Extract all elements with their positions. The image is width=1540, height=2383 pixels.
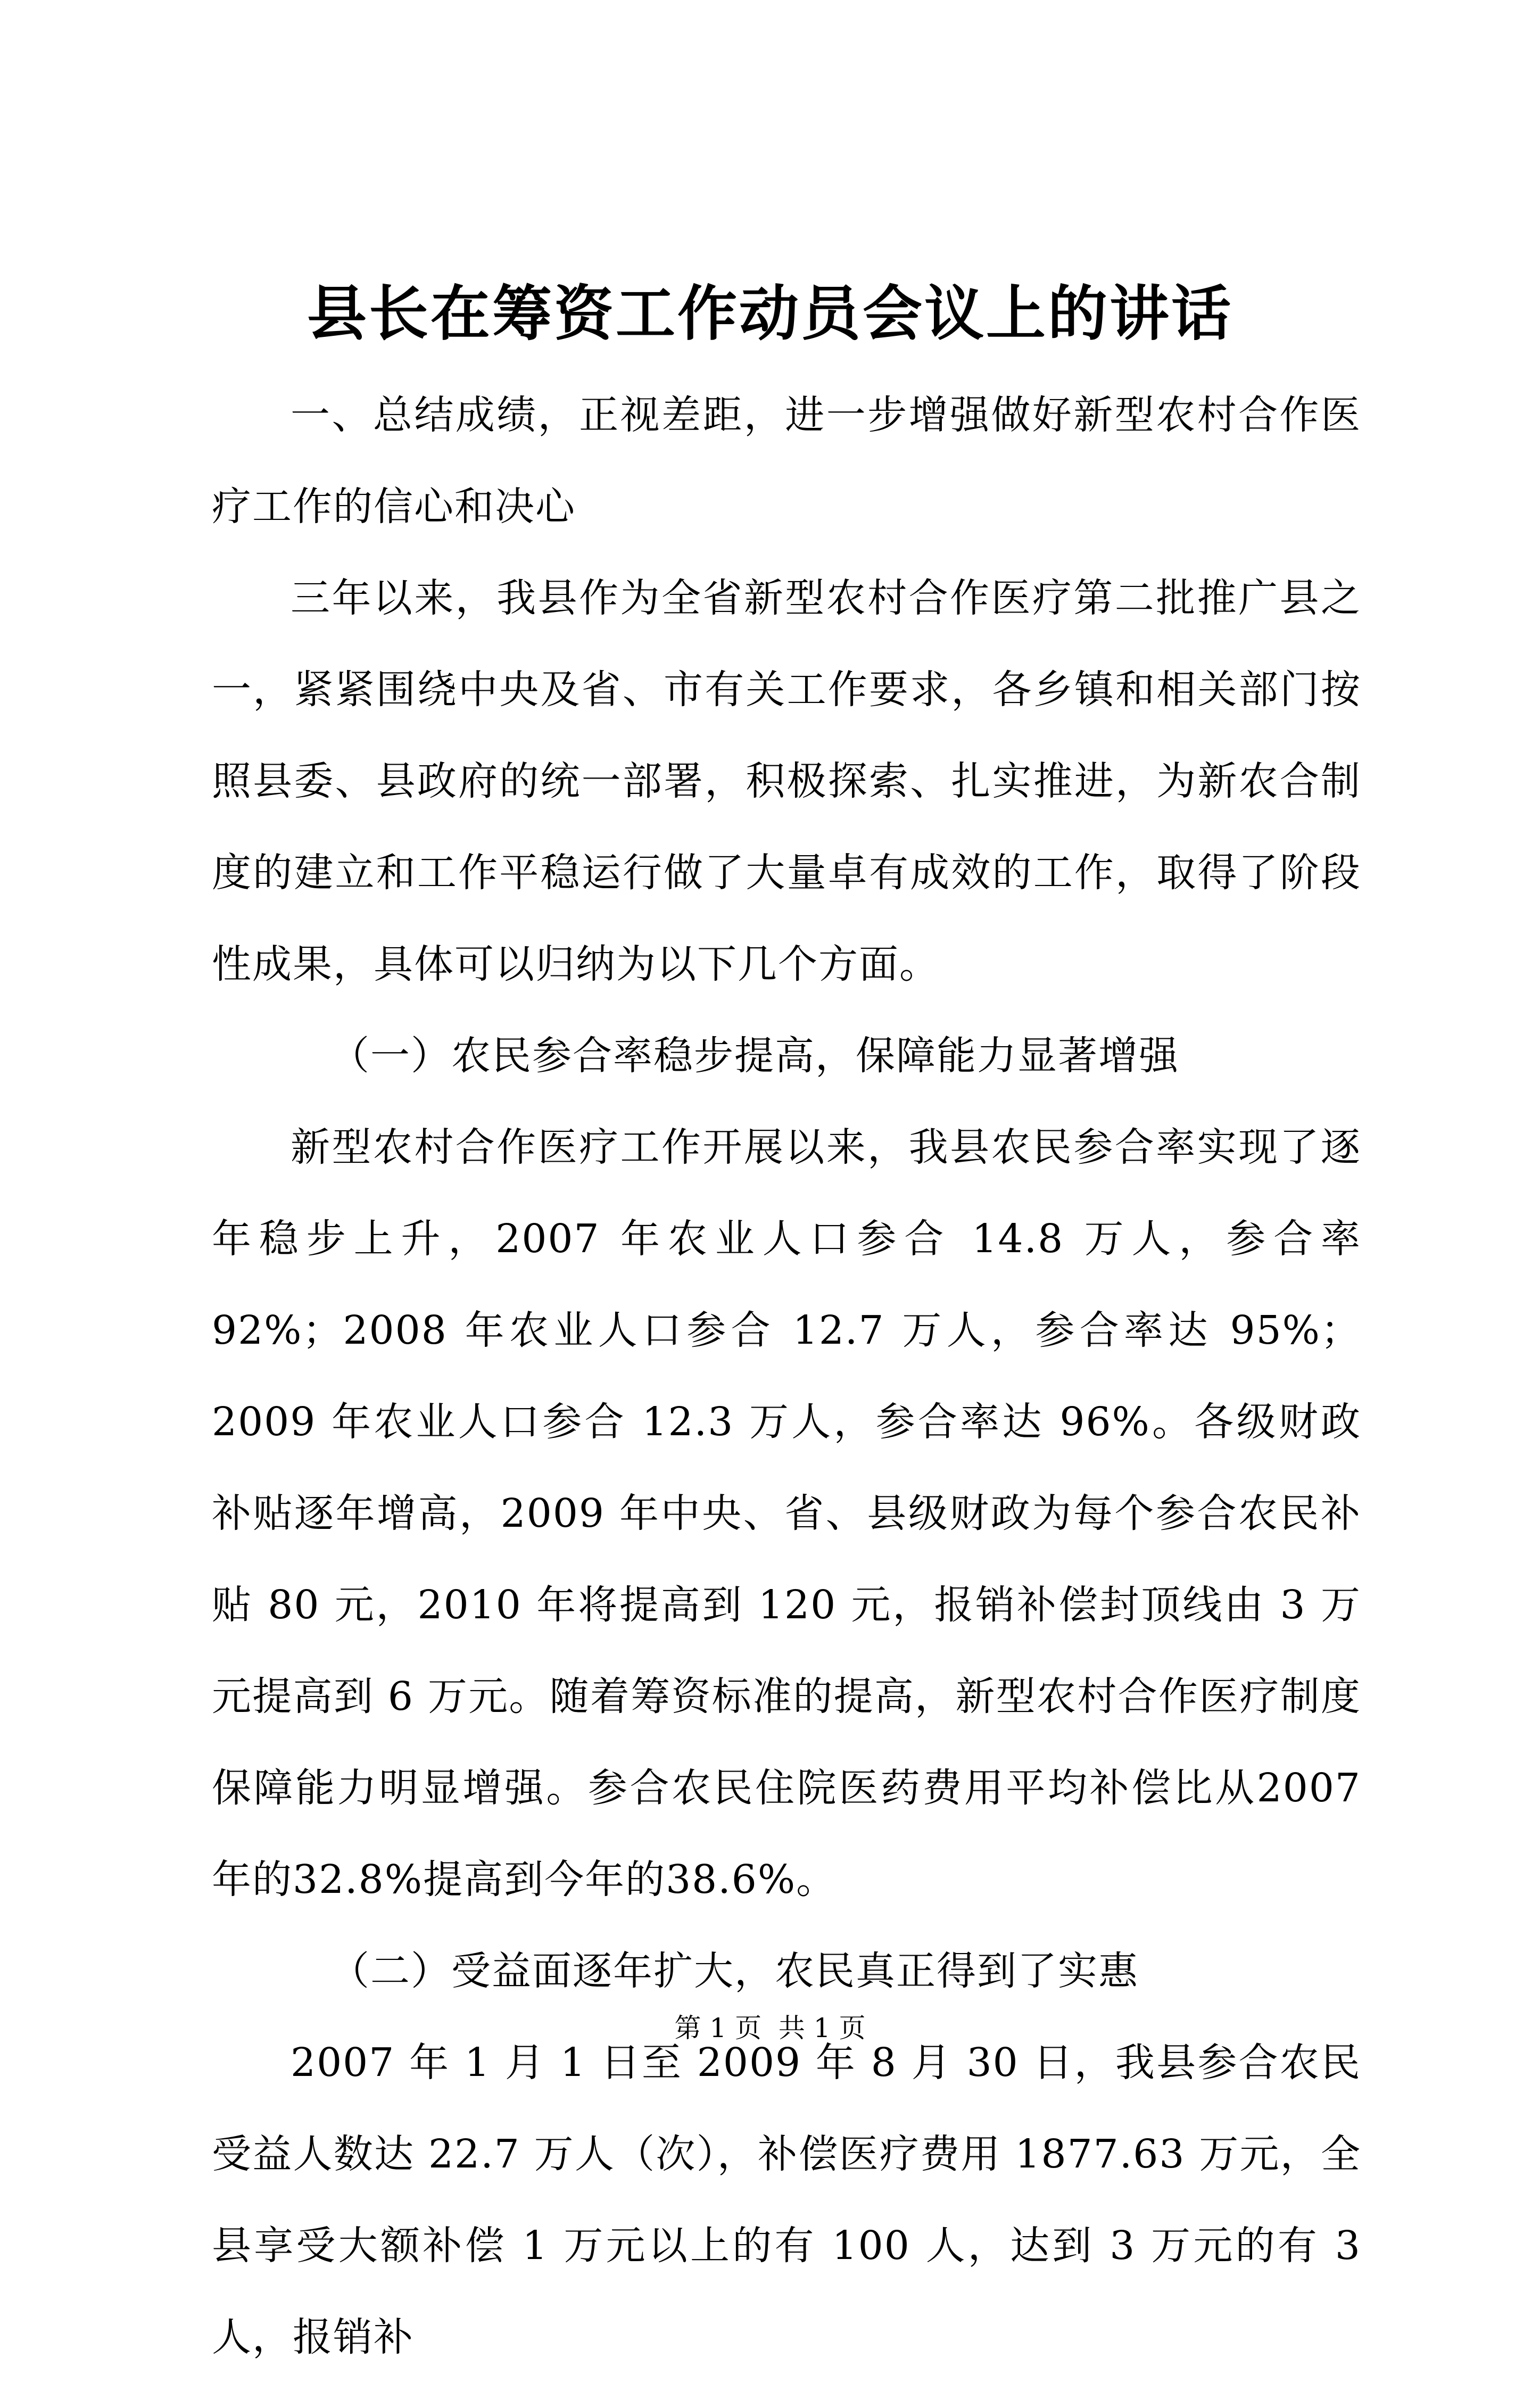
page-footer: 第 1 页 共 1 页 [674, 2013, 866, 2043]
subsection-heading-1: （一）农民参合率稳步提高，保障能力显著增强 [330, 1033, 1179, 1079]
document-title: 县长在筹资工作动员会议上的讲话 [307, 279, 1233, 349]
body-paragraph: 三年以来，我县作为全省新型农村合作医疗第二批推广县之一，紧紧围绕中央及省、市有关工作要求，各乡镇和相关部门按照县委、县政府的统一部署，积极探索、扎实推进，为新农合制度的建立和工作平稳运行做了大量卓有成效的工作，取得了阶段性成果，具体可以归纳为以下几个方面。 [212, 575, 1361, 987]
body-paragraph: 新型农村合作医疗工作开展以来，我县农民参合率实现了逐年稳步上升，2007 年农业人口参合 14.8 万人，参合率 92%；2008 年农业人口参合 12.7 万人，参合率达 95%；2009 年农业人口参合 12.3 万人，参合率达 96%。各级财政补贴逐年增高，2009 年中央、省、县级财政为每个参合农民补贴 80 元，2010 年将提高到 120 元，报销补偿封顶线由 3 万元提高到 6 万元。随着筹资标准的提高，新型农村合作医疗制度保障能力明显增强。参合农民住院医药费用平均补偿比从2007 年的32.8%提高到今年的38.6%。 [212, 1124, 1361, 1902]
document-body [212, 369, 1361, 2383]
body-paragraph: 2007 年 1 月 1 日至 2009 年 8 月 30 日，我县参合农民受益人数达 22.7 万人（次），补偿医疗费用 1877.63 万元，全县享受大额补偿 1 万元以上的有 100 人，达到 3 万元的有 3 人，报销补 [212, 2040, 1361, 2360]
subsection-heading-2: （二）受益面逐年扩大，农民真正得到了实惠 [330, 1948, 1139, 1994]
section-heading-1: 一、总结成绩，正视差距，进一步增强做好新型农村合作医疗工作的信心和决心 [212, 392, 1361, 529]
